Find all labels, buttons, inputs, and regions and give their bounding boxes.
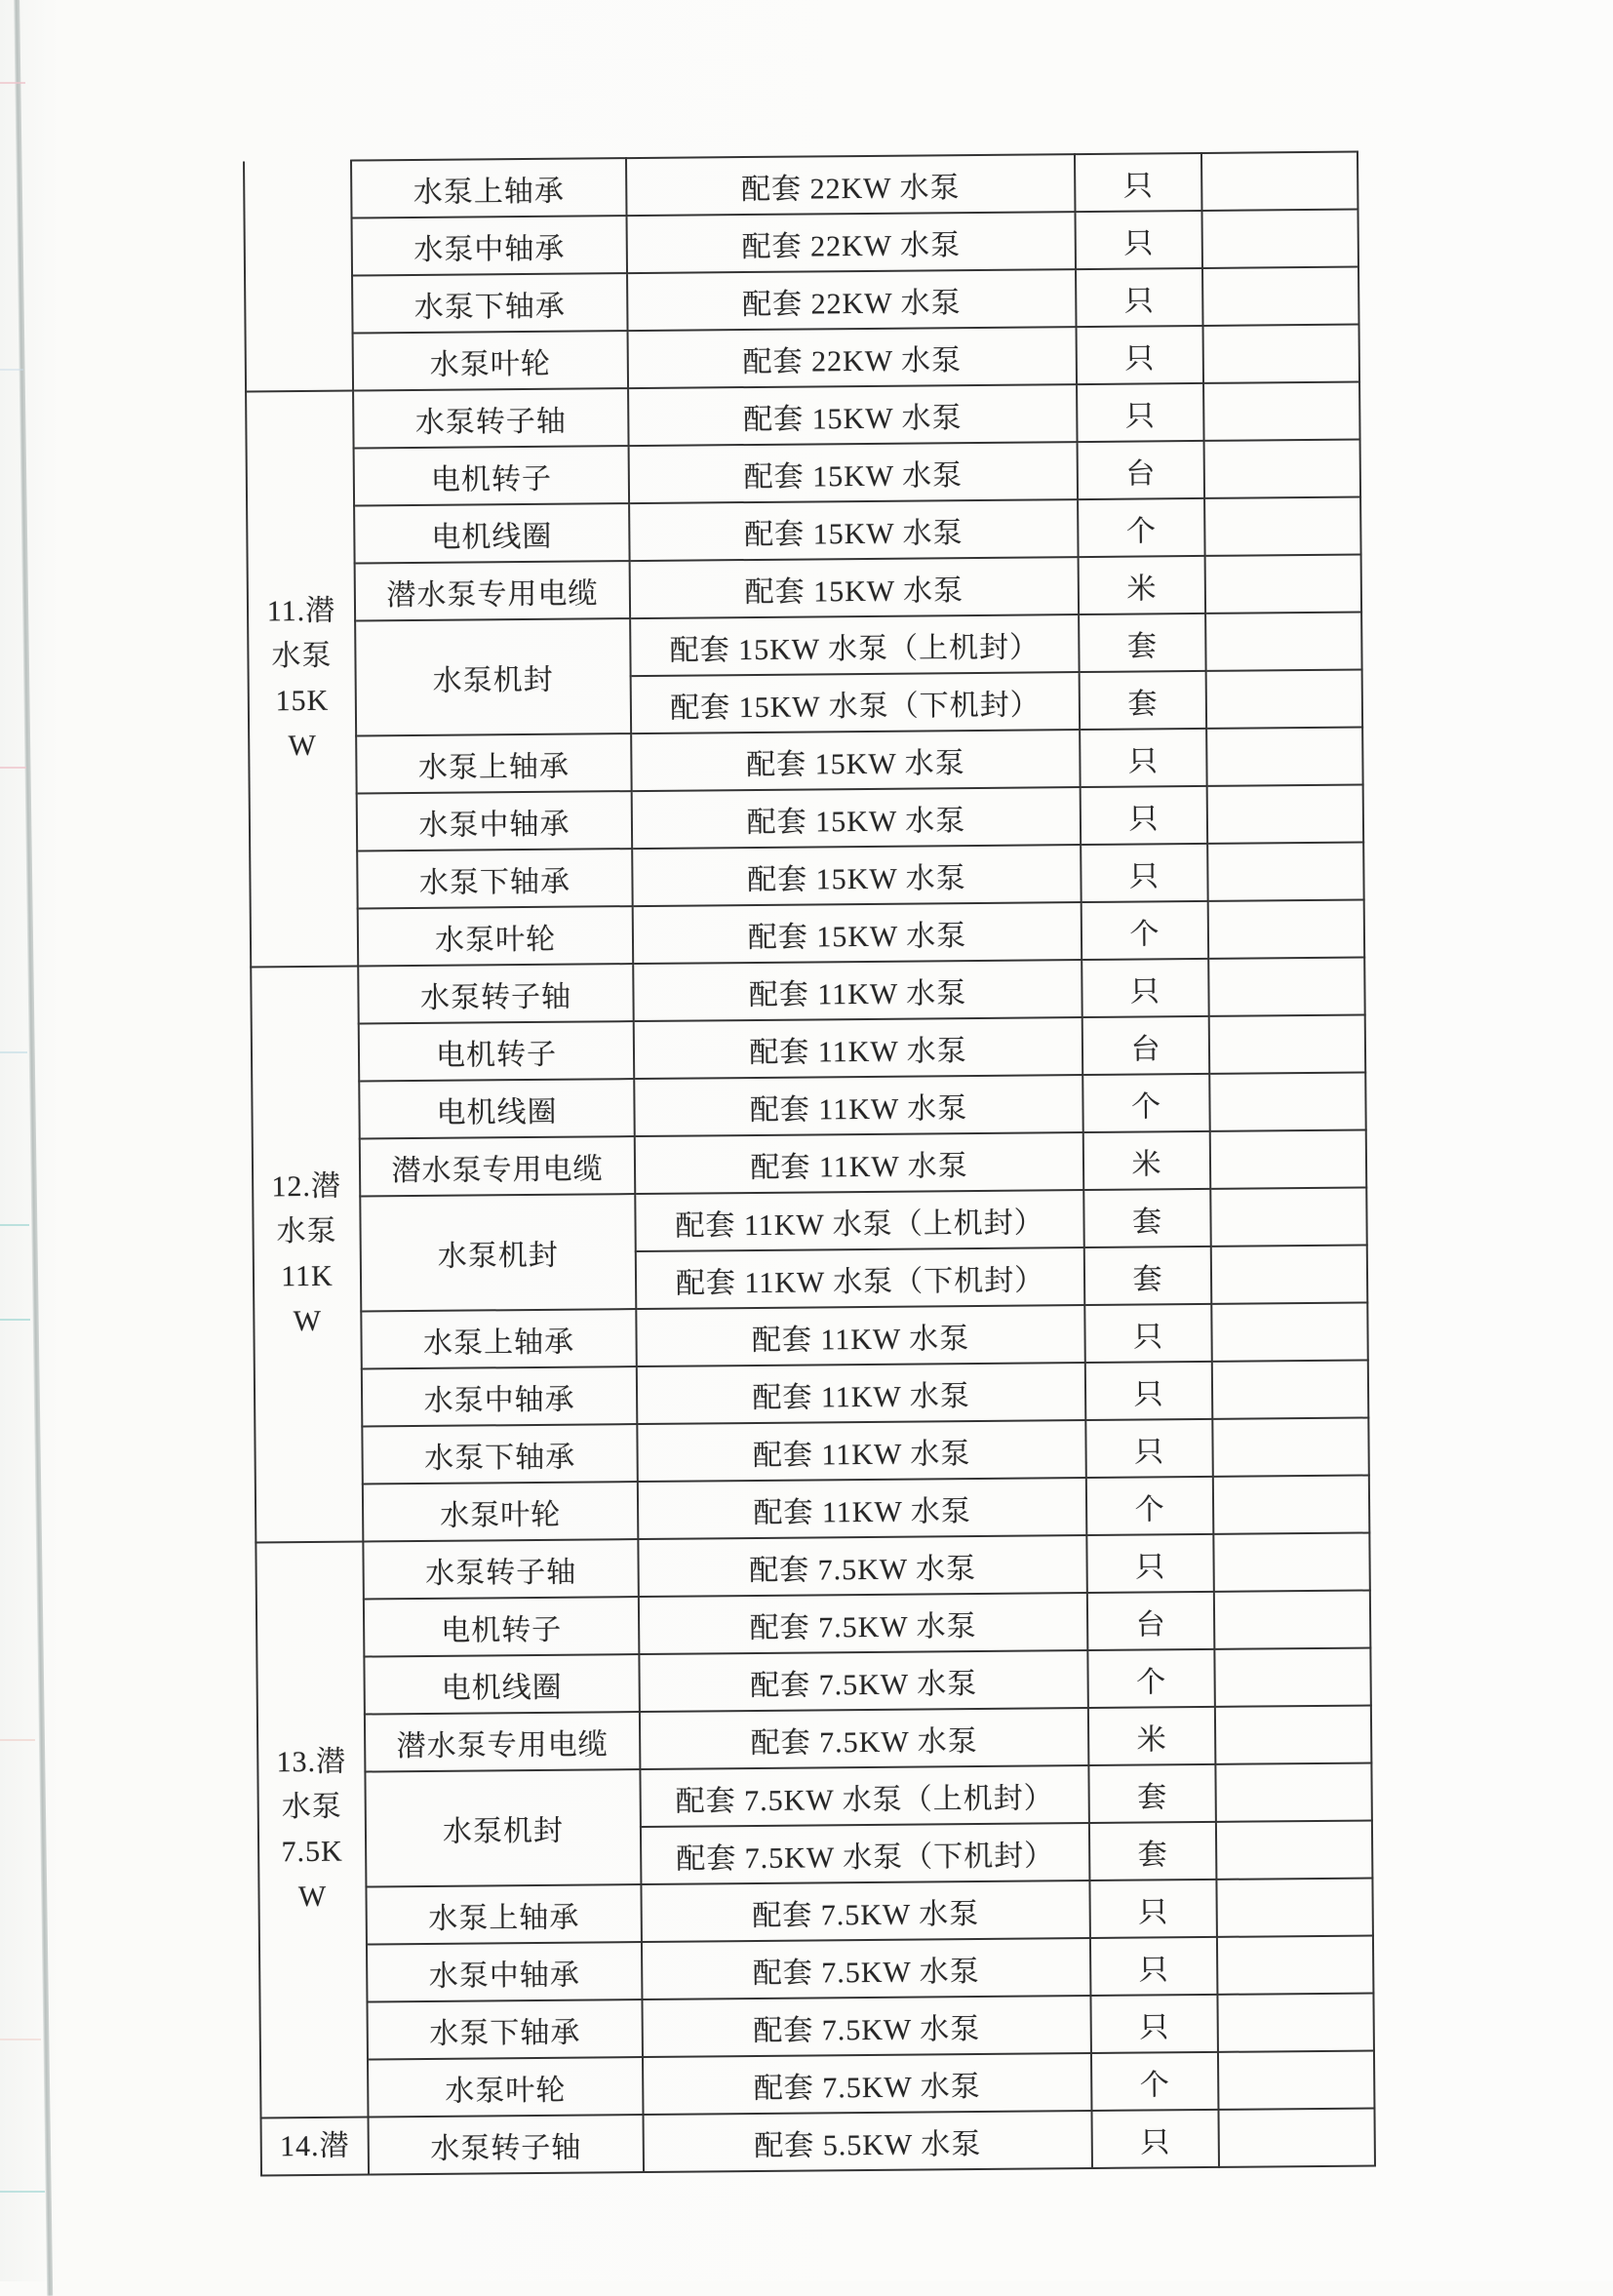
remark-cell bbox=[1214, 1647, 1371, 1706]
table-row bbox=[245, 210, 1358, 277]
part-name-cell: 潜水泵专用电缆 bbox=[355, 561, 631, 620]
spec-cell: 配套 15KW 水泵 bbox=[632, 787, 1081, 849]
unit-cell: 只 bbox=[1076, 268, 1203, 327]
margin-artifact-line bbox=[0, 1739, 35, 1741]
table-row bbox=[250, 785, 1363, 852]
part-name-cell: 潜水泵专用电缆 bbox=[365, 1712, 641, 1771]
part-name-cell: 水泵下轴承 bbox=[352, 273, 628, 333]
table-row bbox=[258, 1878, 1372, 1945]
part-name-cell: 水泵上轴承 bbox=[356, 733, 632, 793]
remark-cell bbox=[1207, 785, 1364, 844]
remark-cell bbox=[1212, 1418, 1369, 1477]
spec-cell: 配套 11KW 水泵 bbox=[636, 1305, 1084, 1366]
table-row bbox=[256, 1533, 1369, 1601]
unit-cell: 个 bbox=[1086, 1477, 1214, 1535]
margin-artifact-line bbox=[0, 1051, 27, 1053]
part-name-cell: 电机转子 bbox=[359, 1021, 635, 1081]
table-row bbox=[255, 1361, 1368, 1428]
remark-cell bbox=[1201, 152, 1358, 211]
parts-table bbox=[243, 151, 1376, 2177]
part-name-cell: 水泵机封 bbox=[360, 1194, 636, 1311]
table-row bbox=[261, 2108, 1375, 2175]
unit-cell: 套 bbox=[1088, 1764, 1216, 1823]
part-name-cell: 水泵转子轴 bbox=[369, 2115, 645, 2174]
unit-cell: 台 bbox=[1078, 441, 1205, 499]
spec-cell: 配套 7.5KW 水泵 bbox=[639, 1650, 1087, 1712]
part-name-cell: 水泵叶轮 bbox=[363, 1482, 639, 1541]
remark-cell bbox=[1210, 1188, 1367, 1247]
margin-artifact-line bbox=[0, 1224, 29, 1226]
remark-cell bbox=[1217, 1935, 1374, 1994]
unit-cell: 台 bbox=[1087, 1592, 1215, 1650]
margin-artifact-line bbox=[0, 1319, 30, 1321]
spec-cell: 配套 15KW 水泵（下机封） bbox=[631, 672, 1080, 733]
table-row bbox=[249, 728, 1362, 795]
part-name-cell: 水泵中轴承 bbox=[367, 1942, 643, 2001]
unit-cell: 只 bbox=[1086, 1534, 1214, 1593]
remark-cell bbox=[1202, 267, 1359, 326]
remark-cell bbox=[1204, 497, 1361, 556]
table-row bbox=[251, 900, 1364, 968]
part-name-cell: 水泵叶轮 bbox=[368, 2057, 644, 2117]
spec-cell: 配套 15KW 水泵 bbox=[629, 442, 1078, 503]
remark-cell bbox=[1201, 210, 1358, 268]
spec-cell: 配套 22KW 水泵 bbox=[627, 212, 1076, 273]
part-name-cell: 水泵转子轴 bbox=[353, 388, 629, 448]
remark-cell bbox=[1203, 382, 1360, 441]
group-cell: 14.潜 bbox=[261, 2117, 370, 2175]
remark-cell bbox=[1206, 670, 1363, 729]
spec-cell: 配套 15KW 水泵 bbox=[628, 384, 1077, 446]
unit-cell: 个 bbox=[1087, 1649, 1215, 1708]
part-name-cell: 水泵上轴承 bbox=[361, 1309, 637, 1368]
table-row bbox=[244, 152, 1357, 219]
unit-cell: 只 bbox=[1075, 211, 1202, 269]
unit-cell: 个 bbox=[1078, 498, 1205, 557]
unit-cell: 只 bbox=[1075, 153, 1202, 212]
margin-artifact-line bbox=[0, 2039, 41, 2040]
table-row bbox=[253, 1130, 1366, 1198]
spec-cell: 配套 15KW 水泵 bbox=[630, 557, 1079, 618]
remark-cell bbox=[1215, 1705, 1372, 1763]
part-name-cell: 电机线圈 bbox=[354, 503, 630, 563]
spec-cell: 配套 11KW 水泵 bbox=[635, 1132, 1083, 1194]
spec-cell: 配套 22KW 水泵 bbox=[627, 269, 1076, 331]
spec-cell: 配套 7.5KW 水泵 bbox=[638, 1535, 1086, 1597]
unit-cell: 米 bbox=[1083, 1131, 1211, 1190]
table-row bbox=[260, 2050, 1374, 2118]
table-row bbox=[252, 1015, 1365, 1083]
spec-cell: 配套 11KW 水泵 bbox=[637, 1420, 1085, 1482]
paper-edge-line bbox=[14, 0, 53, 2296]
remark-cell bbox=[1213, 1476, 1370, 1534]
unit-cell: 个 bbox=[1082, 1074, 1210, 1132]
unit-cell: 只 bbox=[1080, 729, 1207, 787]
group-cell: 11.潜 水泵 15K W bbox=[246, 391, 358, 968]
table-row bbox=[245, 267, 1358, 335]
spec-cell: 配套 7.5KW 水泵 bbox=[640, 1708, 1088, 1769]
part-name-cell: 水泵中轴承 bbox=[352, 216, 628, 275]
spec-cell: 配套 5.5KW 水泵 bbox=[643, 2111, 1091, 2172]
part-name-cell: 水泵转子轴 bbox=[363, 1539, 639, 1599]
part-name-cell: 水泵中轴承 bbox=[362, 1366, 638, 1426]
unit-cell: 只 bbox=[1081, 844, 1208, 902]
table-row bbox=[246, 325, 1359, 392]
part-name-cell: 水泵下轴承 bbox=[367, 1999, 643, 2059]
spec-cell: 配套 15KW 水泵（上机封） bbox=[630, 614, 1079, 676]
table-row bbox=[248, 613, 1361, 680]
part-name-cell: 潜水泵专用电缆 bbox=[360, 1136, 636, 1196]
spec-cell: 配套 7.5KW 水泵（下机封） bbox=[641, 1823, 1089, 1884]
part-name-cell: 水泵上轴承 bbox=[351, 158, 627, 218]
table-row bbox=[251, 958, 1364, 1025]
remark-cell bbox=[1209, 1073, 1366, 1131]
part-name-cell: 水泵转子轴 bbox=[358, 964, 634, 1023]
spec-cell: 配套 11KW 水泵（上机封） bbox=[635, 1190, 1083, 1251]
spec-cell: 配套 15KW 水泵 bbox=[629, 499, 1078, 561]
part-name-cell: 水泵中轴承 bbox=[357, 791, 633, 851]
table-row bbox=[253, 1188, 1366, 1255]
unit-cell: 只 bbox=[1082, 959, 1209, 1017]
table-row bbox=[257, 1762, 1371, 1830]
spec-cell: 配套 7.5KW 水泵 bbox=[641, 1880, 1089, 1942]
spec-cell: 配套 15KW 水泵 bbox=[631, 730, 1080, 791]
remark-cell bbox=[1206, 728, 1363, 786]
spec-cell: 配套 7.5KW 水泵 bbox=[639, 1593, 1087, 1654]
remark-cell bbox=[1211, 1246, 1368, 1304]
spec-cell: 配套 22KW 水泵 bbox=[628, 327, 1077, 388]
part-name-cell: 电机线圈 bbox=[359, 1079, 635, 1138]
remark-cell bbox=[1208, 900, 1365, 959]
spec-cell: 配套 11KW 水泵 bbox=[634, 1017, 1082, 1079]
unit-cell: 套 bbox=[1083, 1189, 1211, 1247]
unit-cell: 台 bbox=[1082, 1016, 1210, 1075]
unit-cell: 个 bbox=[1082, 901, 1209, 960]
part-name-cell: 水泵机封 bbox=[355, 618, 631, 735]
remark-cell bbox=[1218, 2050, 1375, 2109]
part-name-cell: 水泵下轴承 bbox=[362, 1424, 638, 1484]
remark-cell bbox=[1216, 1878, 1373, 1936]
unit-cell: 只 bbox=[1081, 786, 1208, 845]
spec-cell: 配套 11KW 水泵 bbox=[634, 1075, 1082, 1136]
table-row bbox=[247, 440, 1360, 507]
margin-artifact-line bbox=[0, 2191, 45, 2193]
table-row bbox=[254, 1303, 1367, 1370]
group-cell bbox=[244, 161, 353, 392]
remark-cell bbox=[1204, 440, 1361, 498]
table-row bbox=[250, 843, 1363, 910]
remark-cell bbox=[1212, 1361, 1369, 1419]
remark-cell bbox=[1214, 1591, 1371, 1649]
part-name-cell: 电机线圈 bbox=[364, 1654, 640, 1714]
spec-cell: 配套 7.5KW 水泵 bbox=[642, 1938, 1090, 1999]
table-row bbox=[252, 1073, 1365, 1140]
remark-cell bbox=[1205, 613, 1362, 671]
remark-cell bbox=[1210, 1130, 1367, 1189]
remark-cell bbox=[1213, 1533, 1370, 1592]
part-name-cell: 水泵叶轮 bbox=[353, 331, 629, 390]
spec-cell: 配套 15KW 水泵 bbox=[633, 902, 1082, 964]
table-row bbox=[259, 1993, 1373, 2060]
unit-cell: 米 bbox=[1088, 1707, 1216, 1765]
parts-table-wrap bbox=[243, 151, 1376, 2177]
unit-cell: 套 bbox=[1089, 1822, 1217, 1880]
unit-cell: 个 bbox=[1091, 2052, 1219, 2111]
table-row bbox=[246, 382, 1359, 450]
remark-cell bbox=[1209, 1015, 1366, 1074]
unit-cell: 只 bbox=[1084, 1304, 1212, 1363]
group-cell: 13.潜 水泵 7.5K W bbox=[256, 1542, 368, 2118]
remark-cell bbox=[1216, 1820, 1373, 1879]
part-name-cell: 水泵叶轮 bbox=[358, 906, 634, 966]
table-row bbox=[257, 1705, 1371, 1772]
spec-cell: 配套 7.5KW 水泵（上机封） bbox=[640, 1765, 1088, 1827]
unit-cell: 只 bbox=[1077, 326, 1204, 384]
spec-cell: 配套 11KW 水泵 bbox=[637, 1363, 1085, 1424]
spec-cell: 配套 11KW 水泵（下机封） bbox=[636, 1247, 1084, 1309]
spec-cell: 配套 11KW 水泵 bbox=[633, 960, 1082, 1021]
spec-cell: 配套 22KW 水泵 bbox=[626, 154, 1075, 216]
remark-cell bbox=[1218, 2108, 1375, 2166]
spec-cell: 配套 15KW 水泵 bbox=[632, 845, 1081, 906]
unit-cell: 只 bbox=[1085, 1419, 1213, 1478]
unit-cell: 只 bbox=[1091, 2110, 1219, 2168]
margin-artifact-line bbox=[0, 369, 23, 371]
table-row bbox=[256, 1476, 1369, 1543]
table-row bbox=[256, 1647, 1370, 1715]
unit-cell: 套 bbox=[1080, 671, 1207, 730]
unit-cell: 套 bbox=[1084, 1247, 1212, 1305]
part-name-cell: 水泵机封 bbox=[365, 1769, 641, 1886]
remark-cell bbox=[1211, 1303, 1368, 1362]
unit-cell: 只 bbox=[1085, 1362, 1213, 1420]
table-row bbox=[248, 555, 1361, 622]
unit-cell: 只 bbox=[1077, 383, 1204, 442]
spec-cell: 配套 11KW 水泵 bbox=[638, 1478, 1086, 1539]
margin-artifact-line bbox=[0, 82, 25, 84]
part-name-cell: 电机转子 bbox=[364, 1597, 640, 1656]
spec-cell: 配套 7.5KW 水泵 bbox=[643, 2053, 1091, 2115]
part-name-cell: 电机转子 bbox=[354, 446, 630, 505]
remark-cell bbox=[1217, 1993, 1374, 2051]
group-cell: 12.潜 水泵 11K W bbox=[251, 967, 363, 1543]
unit-cell: 只 bbox=[1090, 1995, 1218, 2053]
margin-artifact-line bbox=[0, 767, 26, 769]
part-name-cell: 水泵下轴承 bbox=[357, 849, 633, 908]
table-row bbox=[255, 1418, 1368, 1485]
table-row bbox=[256, 1591, 1370, 1658]
remark-cell bbox=[1215, 1762, 1372, 1821]
unit-cell: 只 bbox=[1089, 1880, 1217, 1938]
part-name-cell: 水泵上轴承 bbox=[366, 1884, 642, 1944]
remark-cell bbox=[1203, 325, 1360, 383]
remark-cell bbox=[1208, 958, 1365, 1016]
parts-table-body bbox=[244, 152, 1375, 2176]
spec-cell: 配套 7.5KW 水泵 bbox=[642, 1996, 1090, 2057]
unit-cell: 只 bbox=[1090, 1937, 1218, 1996]
table-row bbox=[247, 497, 1360, 565]
unit-cell: 套 bbox=[1079, 614, 1206, 672]
remark-cell bbox=[1205, 555, 1362, 614]
unit-cell: 米 bbox=[1079, 556, 1206, 614]
remark-cell bbox=[1207, 843, 1364, 901]
table-row bbox=[259, 1935, 1373, 2002]
